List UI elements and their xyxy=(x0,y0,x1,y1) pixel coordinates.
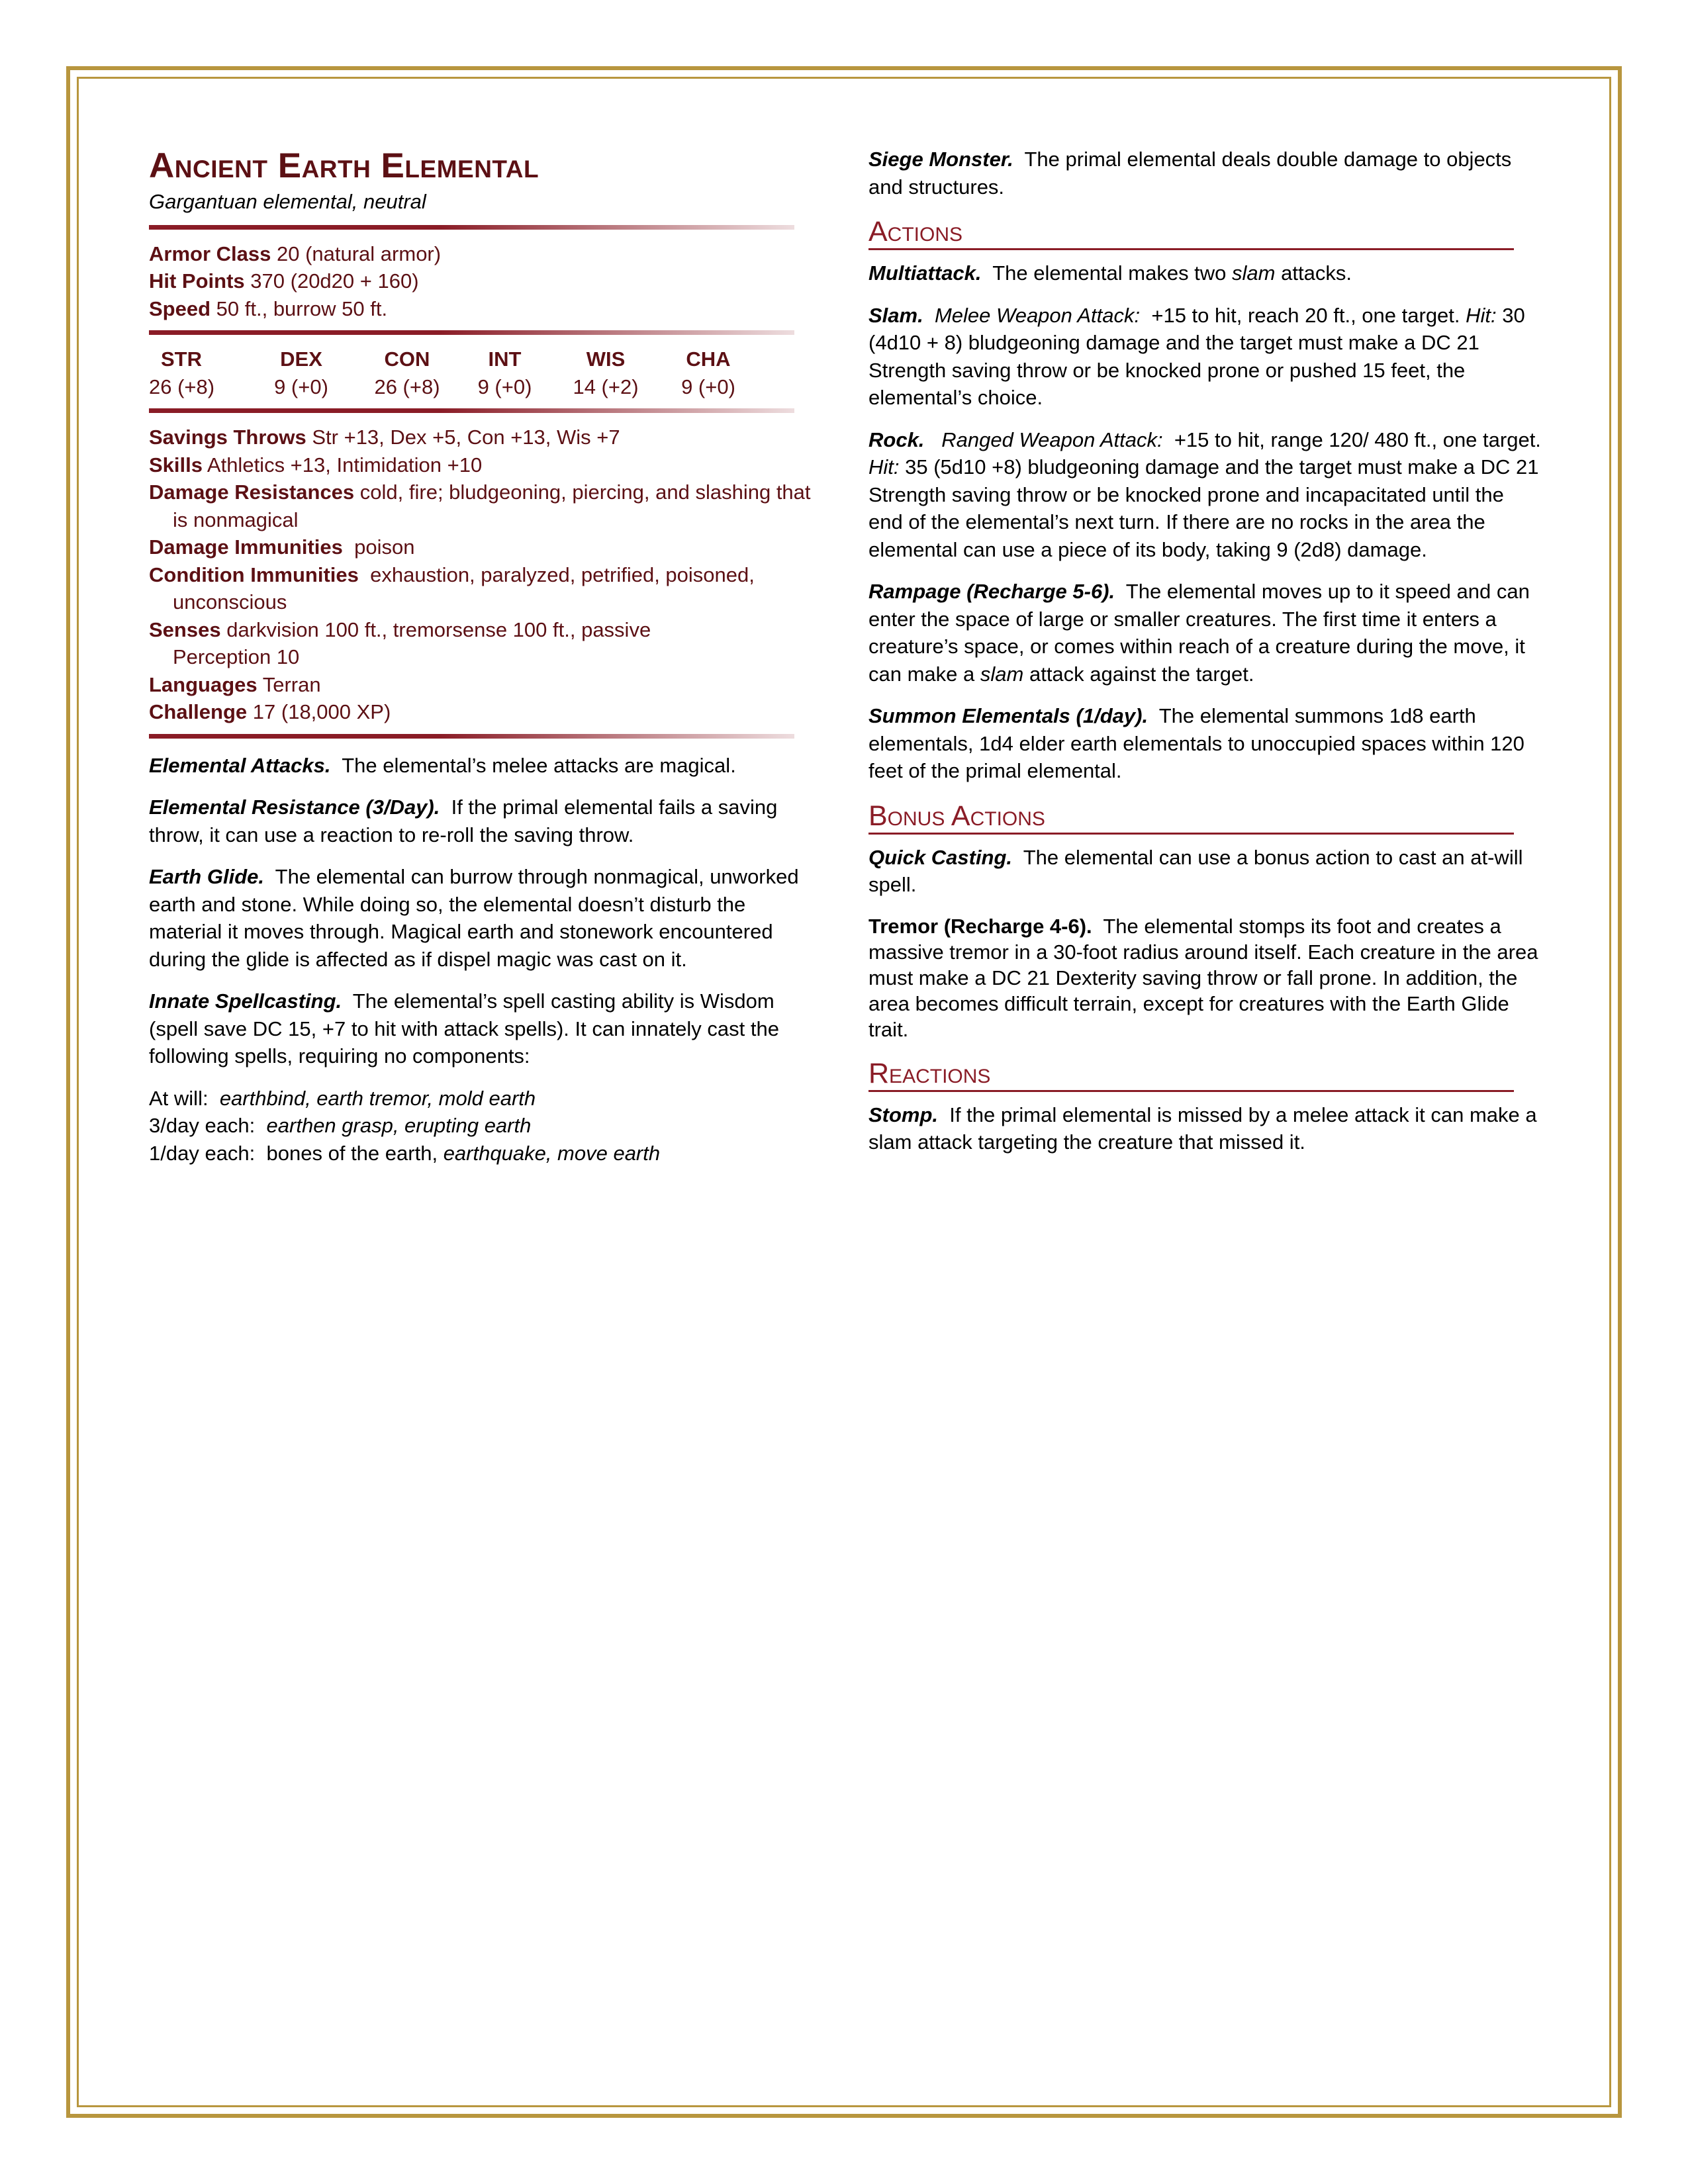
detail-stats xyxy=(149,424,818,726)
section-actions-title: Actions xyxy=(868,215,1514,250)
ability-wis: WIS 14 (+2) xyxy=(573,347,639,398)
bonus-quick-casting: Quick Casting. The elemental can use a bonus action to cast an at-will spell. xyxy=(868,845,1523,896)
trait-innate-spellcasting: Innate Spellcasting. The elemental’s spell casting ability is Wisdom (spell save DC 15, +7 to hit with attack spells). It can innately cast the following spells, requiring no components: xyxy=(149,989,779,1068)
action-summon-elementals: Summon Elementals (1/day). The elemental summons 1d8 earth elementals, 1d4 elder earth elementals to unoccupied spaces within 120 feet of the primal elemental. xyxy=(868,704,1524,782)
stat-block-right-column xyxy=(868,146,1544,1171)
ability-con: CON 26 (+8) xyxy=(374,347,440,398)
divider xyxy=(149,330,794,335)
condition-immunities: Condition Immunities exhaustion, paralyzed, petrified, poisoned, unconscious xyxy=(149,563,755,614)
trait-earth-glide: Earth Glide. The elemental can burrow through nonmagical, unworked earth and stone. While doing so, the elemental doesn’t disturb the material it moves through. Magical earth and stonework encountered during the glide is affected as if dispel magic was cast on it. xyxy=(149,865,799,971)
spell-list xyxy=(149,1085,818,1167)
challenge: Challenge 17 (18,000 XP) xyxy=(149,700,391,723)
trait-elemental-attacks: Elemental Attacks. The elemental’s melee attacks are magical. xyxy=(149,753,736,777)
action-rock: Rock. Ranged Weapon Attack: +15 to hit, range 120/ 480 ft., one target. Hit: 35 (5d10 +8) bludgeoning damage and the target must make a DC 21 Strength saving throw or be knocked prone and incapacitated until the end of the elemental’s next turn. If there are no rocks in the area the elemental can use a piece of its body, taking 9 (2d8) damage. xyxy=(868,428,1541,561)
trait-siege-monster: Siege Monster. The primal elemental deals double damage to objects and structures. xyxy=(868,148,1512,199)
armor-class: Armor Class 20 (natural armor) xyxy=(149,242,442,265)
trait-elemental-resistance: Elemental Resistance (3/Day). If the primal elemental fails a saving throw, it can use a reaction to re-roll the saving throw. xyxy=(149,796,778,846)
damage-resistances: Damage Resistances cold, fire; bludgeoning, piercing, and slashing that is nonmagical xyxy=(149,480,811,531)
languages: Languages Terran xyxy=(149,672,321,696)
ability-cha: CHA 9 (+0) xyxy=(681,347,735,398)
section-bonus-actions-title: Bonus Actions xyxy=(868,799,1514,835)
divider xyxy=(149,734,794,739)
bonus-tremor: Tremor (Recharge 4-6). The elemental stomps its foot and creates a massive tremor in a 30-foot radius around itself. Each creature in the area must make a DC 21 Dexterity saving throw or fall prone. In addition, the area becomes difficult terrain, except for creatures with the Earth Glide trait. xyxy=(868,914,1538,1041)
ability-scores xyxy=(149,345,794,400)
spell-line-1-day: 1/day each: bones of the earth, earthquake, move earth xyxy=(149,1141,661,1165)
ability-dex: DEX 9 (+0) xyxy=(274,347,328,398)
action-rampage: Rampage (Recharge 5-6). The elemental moves up to it speed and can enter the space of large or smaller creatures. The first time it enters a creature’s space, or comes within reach of a creature during the move, it can make a slam attack against the target. xyxy=(868,580,1530,686)
stat-block-left-column xyxy=(149,146,818,1167)
damage-immunities: Damage Immunities poison xyxy=(149,535,415,559)
action-slam: Slam. Melee Weapon Attack: +15 to hit, reach 20 ft., one target. Hit: 30 (4d10 + 8) bludgeoning damage and the target must make a DC 21 Strength saving throw or be knocked prone or pushed 15 feet, the elemental’s choice. xyxy=(868,303,1525,409)
reaction-stomp: Stomp. If the primal elemental is missed by a melee attack it can make a slam attack targeting the creature that missed it. xyxy=(868,1103,1537,1154)
speed: Speed 50 ft., burrow 50 ft. xyxy=(149,296,388,320)
spell-line-3-day: 3/day each: earthen grasp, erupting earth xyxy=(149,1114,532,1137)
basic-stats xyxy=(149,240,818,323)
divider xyxy=(149,225,794,230)
action-multiattack: Multiattack. The elemental makes two slam attacks. xyxy=(868,261,1352,285)
section-reactions-title: Reactions xyxy=(868,1057,1514,1092)
senses: Senses darkvision 100 ft., tremorsense 100 ft., passive Perception 10 xyxy=(149,617,651,668)
spell-line-at-will: At will: earthbind, earth tremor, mold earth xyxy=(149,1086,536,1110)
monster-name: Ancient Earth Elemental xyxy=(149,146,539,185)
divider xyxy=(149,408,794,413)
saving-throws: Savings Throws Str +13, Dex +5, Con +13, Wis +7 xyxy=(149,426,620,449)
ability-str: STR 26 (+8) xyxy=(149,347,215,398)
ability-int: INT 9 (+0) xyxy=(477,347,532,398)
hit-points: Hit Points 370 (20d20 + 160) xyxy=(149,269,419,293)
monster-type: Gargantuan elemental, neutral xyxy=(149,190,426,213)
skills: Skills Athletics +13, Intimidation +10 xyxy=(149,453,483,477)
